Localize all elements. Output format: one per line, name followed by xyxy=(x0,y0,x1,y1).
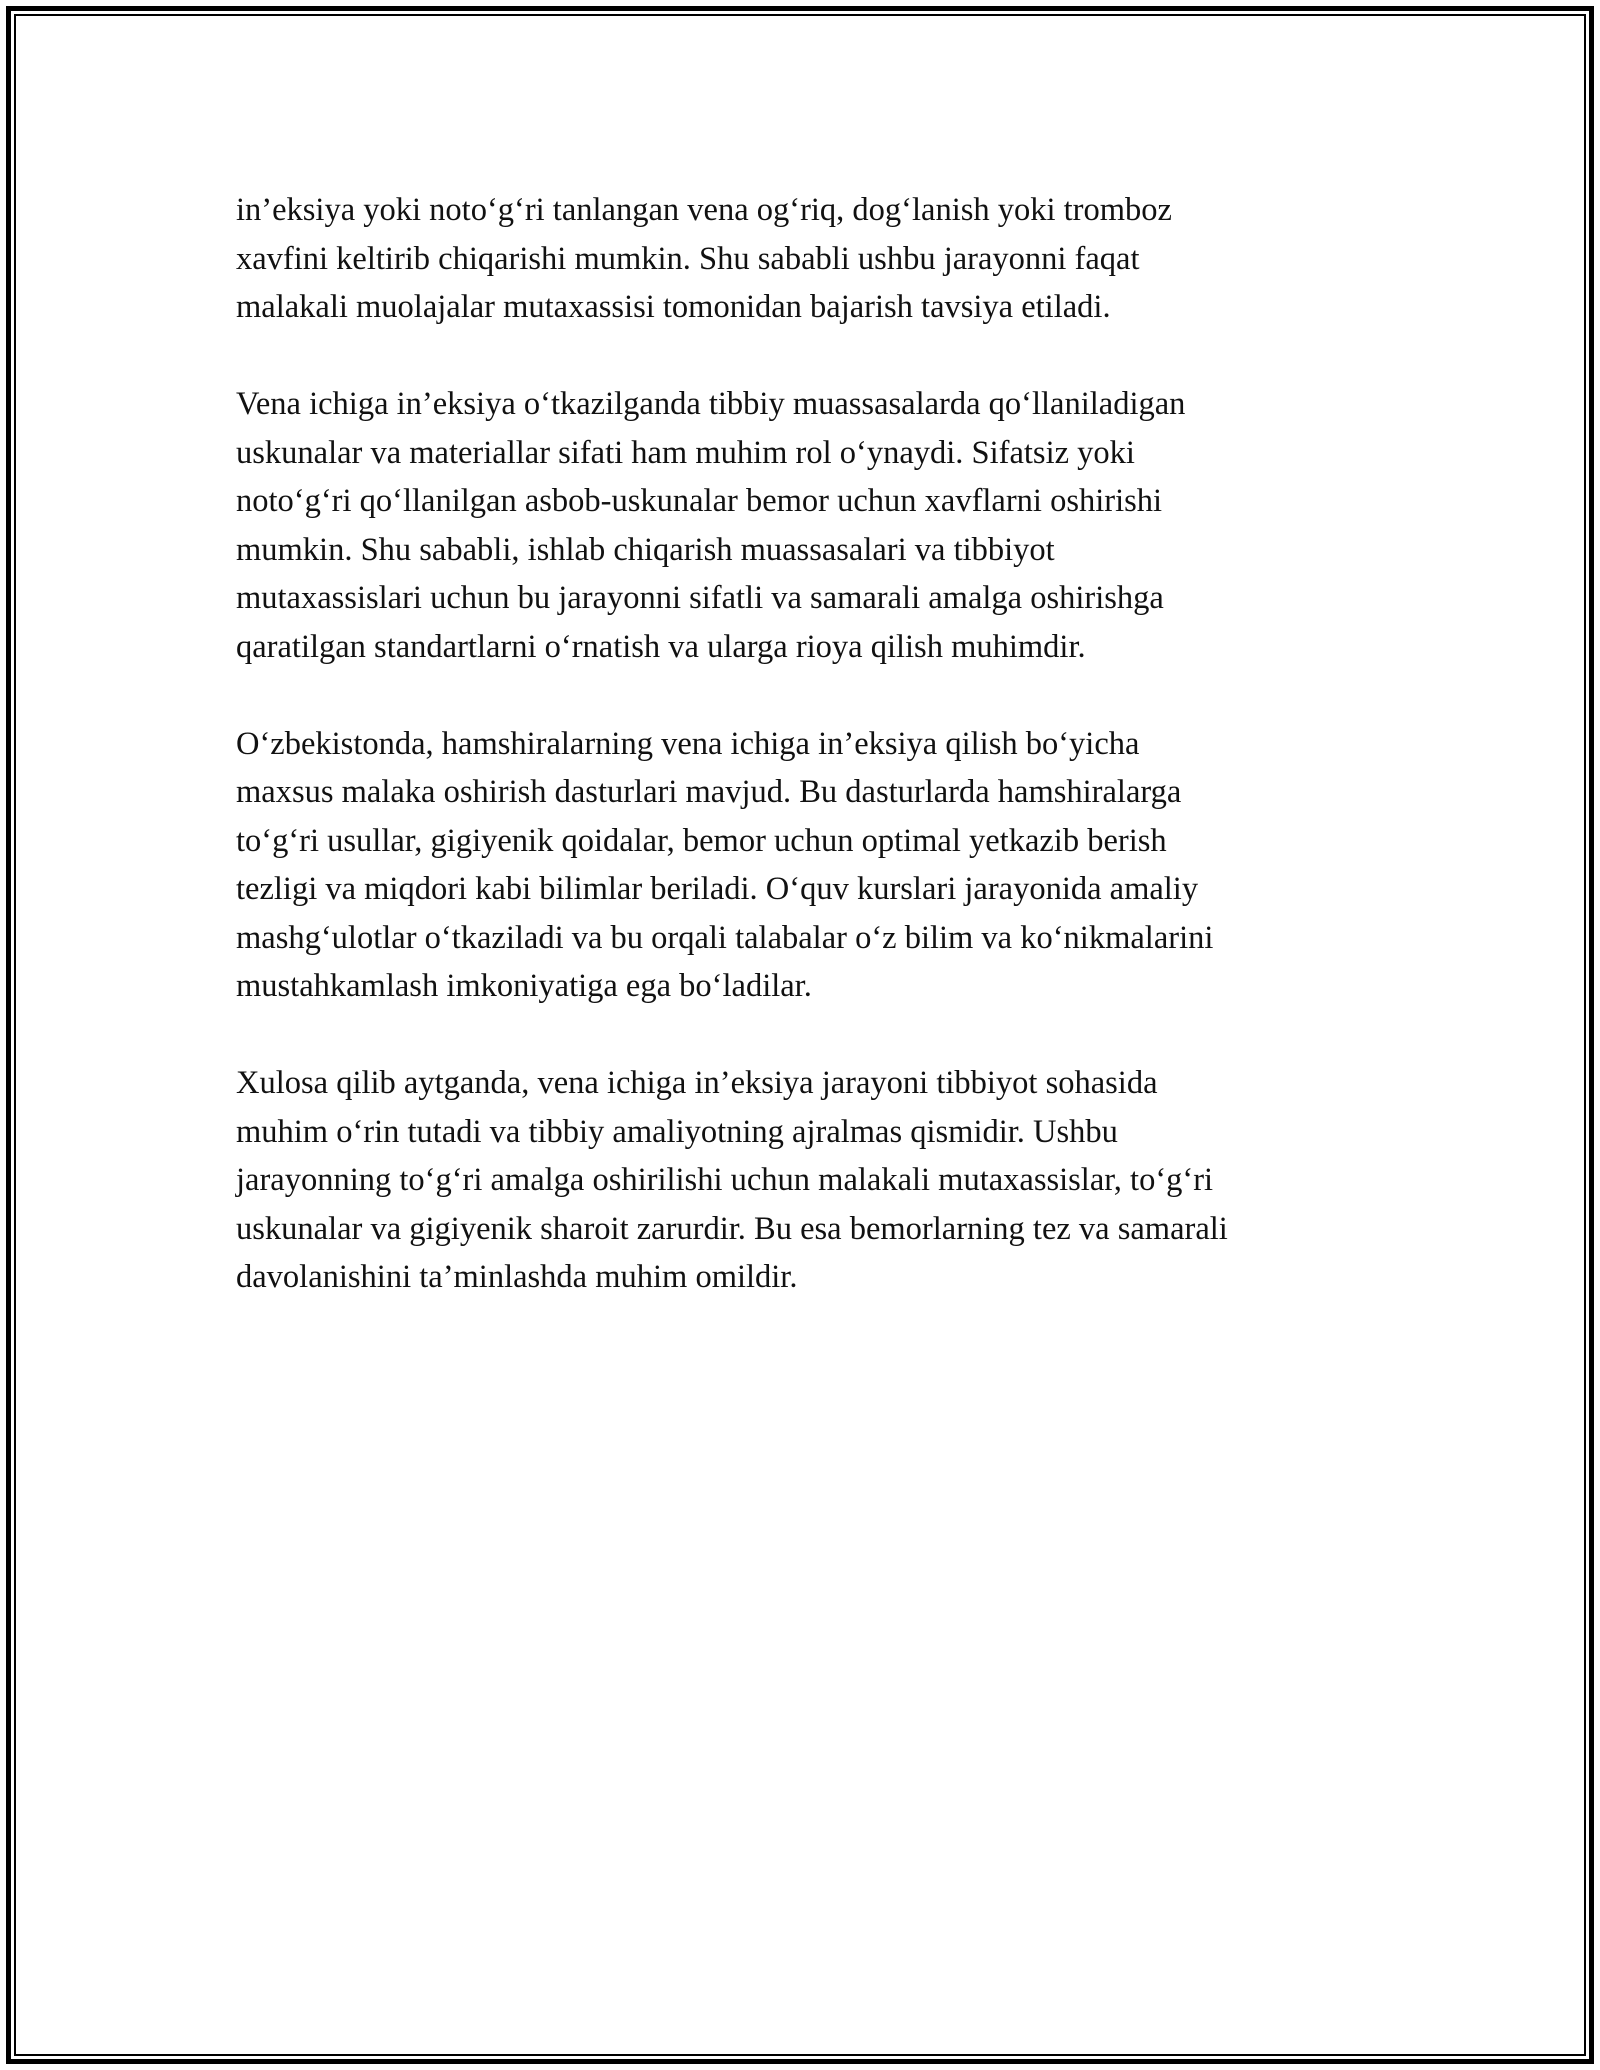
text-line: qaratilgan standartlarni o‘rnatish va ularga rioya qilish muhimdir. xyxy=(236,628,1086,665)
text-line: uskunalar va gigiyenik sharoit zarurdir. Bu esa bemorlarning tez va samarali xyxy=(236,1210,1228,1247)
text-line: mutaxassislari uchun bu jarayonni sifatli va samarali amalga oshirishga xyxy=(236,580,1164,616)
text-line: davolanishini ta’minlashda muhim omildir. xyxy=(236,1259,798,1295)
document-body xyxy=(236,186,1376,1350)
text-line: tezligi va miqdori kabi bilimlar beriladi. O‘quv kurslari jarayonida amaliy xyxy=(236,871,1199,907)
text-line: to‘g‘ri usullar, gigiyenik qoidalar, bemor uchun optimal yetkazib berish xyxy=(236,822,1167,859)
text-line: Xulosa qilib aytganda, vena ichiga in’eksiya jarayoni tibbiyot sohasida xyxy=(236,1065,1158,1101)
text-line: maxsus malaka oshirish dasturlari mavjud. Bu dasturlarda hamshiralarga xyxy=(236,774,1182,810)
text-line: mustahkamlash imkoniyatiga ega bo‘ladilar. xyxy=(236,968,812,1004)
text-line: xavfini keltirib chiqarishi mumkin. Shu sababli ushbu jarayonni faqat xyxy=(236,240,1140,277)
text-line: O‘zbekistonda, hamshiralarning vena ichiga in’eksiya qilish bo‘yicha xyxy=(236,725,1140,762)
text-line: muhim o‘rin tutadi va tibbiy amaliyotning ajralmas qismidir. Ushbu xyxy=(236,1113,1118,1150)
paragraph-2 xyxy=(236,380,1376,671)
text-line: uskunalar va materiallar sifati ham muhim rol o‘ynaydi. Sifatsiz yoki xyxy=(236,434,1135,471)
text-line: Vena ichiga in’eksiya o‘tkazilganda tibbiy muassasalarda qo‘llaniladigan xyxy=(236,386,1186,422)
text-line: mashg‘ulotlar o‘tkaziladi va bu orqali talabalar o‘z bilim va ko‘nikmalarini xyxy=(236,919,1214,956)
paragraph-1 xyxy=(236,186,1376,332)
text-line: mumkin. Shu sababli, ishlab chiqarish muassasalari va tibbiyot xyxy=(236,531,1055,568)
text-line: in’eksiya yoki noto‘g‘ri tanlangan vena og‘riq, dog‘lanish yoki tromboz xyxy=(236,192,1172,228)
text-line: noto‘g‘ri qo‘llanilgan asbob-uskunalar bemor uchun xavflarni oshirishi xyxy=(236,483,1163,519)
paragraph-3 xyxy=(236,720,1376,1011)
paragraph-4 xyxy=(236,1059,1376,1302)
text-line: malakali muolajalar mutaxassisi tomonidan bajarish tavsiya etiladi. xyxy=(236,289,1111,325)
text-line: jarayonning to‘g‘ri amalga oshirilishi uchun malakali mutaxassislar, to‘g‘ri xyxy=(236,1162,1214,1198)
